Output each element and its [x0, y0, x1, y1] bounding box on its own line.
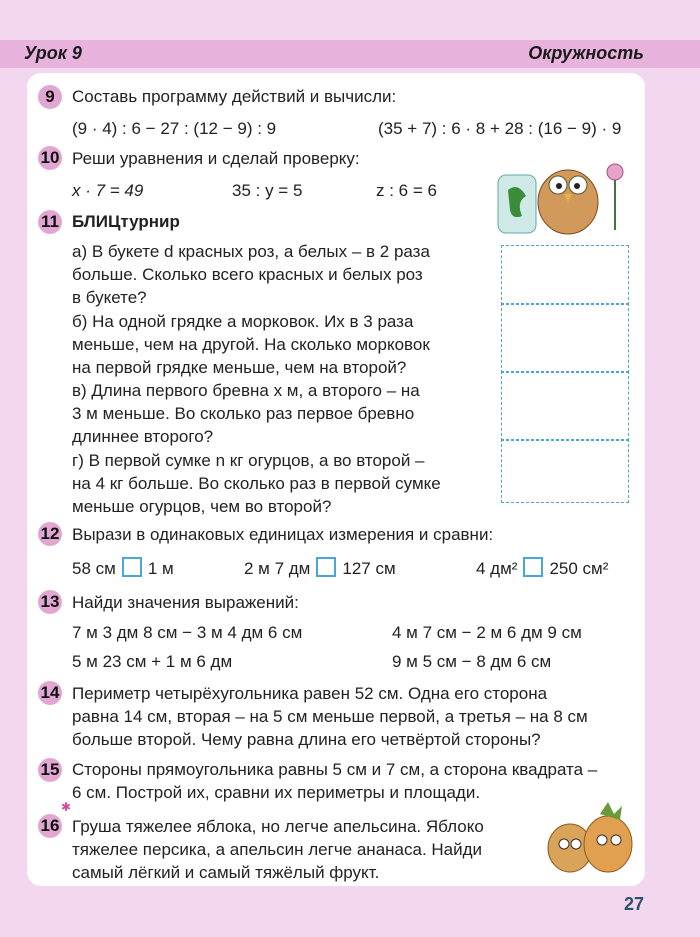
task-11-c-line3: длиннее второго? [72, 427, 214, 446]
task-11-d-line1: г) В первой сумке n кг огурцов, а во второй – [72, 451, 425, 470]
task-11-title-rest: турнир [120, 212, 180, 231]
task-11-a-line1: а) В букете d красных роз, а белых – в 2 раза [72, 242, 430, 261]
task-14-line2: равна 14 см, вторая – на 5 см меньше первой, а третья – на 8 см [72, 707, 588, 726]
task-number-15: 15 [38, 758, 62, 782]
task-16-line2: тяжелее персика, а апельсин легче ананаса. Найди [72, 840, 483, 859]
task-12-text: Вырази в одинаковых единицах измерения и сравни: [72, 525, 494, 544]
task-11-title-bold: БЛИЦ [72, 212, 121, 231]
task-12-c2b: 127 см [342, 559, 396, 578]
owl-jar-illustration [490, 150, 640, 240]
task-11-c-line2: 3 м меньше. Во сколько раз первое бревно [72, 404, 415, 423]
task-10-text: Реши уравнения и сделай проверку: [72, 149, 360, 168]
task-12-comparison-1 [72, 557, 174, 580]
task-12-c1b: 1 м [147, 559, 174, 578]
task-number-11: 11 [38, 210, 62, 234]
answer-box-d[interactable] [501, 439, 629, 503]
task-10-eq3: z : 6 = 6 [376, 181, 437, 200]
task-14-line1: Периметр четырёхугольника равен 52 см. Одна его сторона [72, 684, 548, 703]
task-11-c-line1: в) Длина первого бревна x м, а второго – на [72, 381, 420, 400]
task-13-expr4: 9 м 5 см − 8 дм 6 см [392, 652, 552, 671]
task-11-b-line3: на первой грядке меньше, чем на второй? [72, 358, 407, 377]
task-11-b-line2: меньше, чем на другой. На сколько морковок [72, 335, 430, 354]
task-11-b-line1: б) На одной грядке a морковок. Их в 3 раза [72, 312, 414, 331]
answer-box-b[interactable] [501, 303, 629, 373]
task-13-expr3: 5 м 23 см + 1 м 6 дм [72, 652, 233, 671]
task-9-expr2: (35 + 7) : 6 · 8 + 28 : (16 − 9) · 9 [378, 119, 622, 138]
task-number-16: 16 [38, 814, 62, 838]
fruit-illustration [540, 800, 640, 880]
task-12-c1a: 58 см [72, 559, 116, 578]
task-13-expr2: 4 м 7 см − 2 м 6 дм 9 см [392, 623, 582, 642]
answer-box-a[interactable] [501, 245, 629, 305]
task-12-comparison-3 [476, 557, 608, 580]
task-11-a-line2: больше. Сколько всего красных и белых роз [72, 265, 423, 284]
task-11-d-line3: меньше огурцов, чем во второй? [72, 497, 332, 516]
task-16-line3: самый лёгкий и самый тяжёлый фрукт. [72, 863, 380, 882]
task-9-text: Составь программу действий и вычисли: [72, 87, 397, 106]
compare-box-1[interactable] [122, 557, 142, 577]
task-11-title [72, 211, 180, 233]
task-9-expr1: (9 · 4) : 6 − 27 : (12 − 9) : 9 [72, 119, 277, 138]
task-12-c3a: 4 дм² [476, 559, 518, 578]
task-12-c2a: 2 м 7 дм [244, 559, 311, 578]
task-number-12: 12 [38, 522, 62, 546]
task-number-9: 9 [38, 85, 62, 109]
page-number: 27 [623, 894, 644, 914]
task-15-line1: Стороны прямоугольника равны 5 см и 7 см, а сторона квадрата – [72, 760, 598, 779]
task-16-line1: Груша тяжелее яблока, но легче апельсина. Яблоко [72, 817, 484, 836]
task-number-10: 10 [38, 146, 62, 170]
task-13-expr1: 7 м 3 дм 8 см − 3 м 4 дм 6 см [72, 623, 303, 642]
task-13-text: Найди значения выражений: [72, 593, 299, 612]
task-11-a-line3: в букете? [72, 288, 147, 307]
lesson-number: Урок 9 [24, 43, 82, 63]
lesson-header [0, 40, 700, 68]
task-10-eq1: x · 7 = 49 [72, 181, 144, 200]
task-14-line3: больше второй. Чему равна длина его четвёртой стороны? [72, 730, 541, 749]
task-15-line2: 6 см. Построй их, сравни их периметры и площади. [72, 783, 481, 802]
answer-box-c[interactable] [501, 371, 629, 441]
star-icon: ✱ [61, 800, 72, 814]
task-12-c3b: 250 см² [549, 559, 609, 578]
compare-box-3[interactable] [523, 557, 543, 577]
lesson-topic: Окружность [528, 43, 644, 63]
task-12-comparison-2 [244, 557, 396, 580]
task-number-13: 13 [38, 590, 62, 614]
task-10-eq2: 35 : y = 5 [232, 181, 303, 200]
compare-box-2[interactable] [316, 557, 336, 577]
task-11-d-line2: на 4 кг больше. Во сколько раз в первой сумке [72, 474, 441, 493]
task-number-14: 14 [38, 681, 62, 705]
